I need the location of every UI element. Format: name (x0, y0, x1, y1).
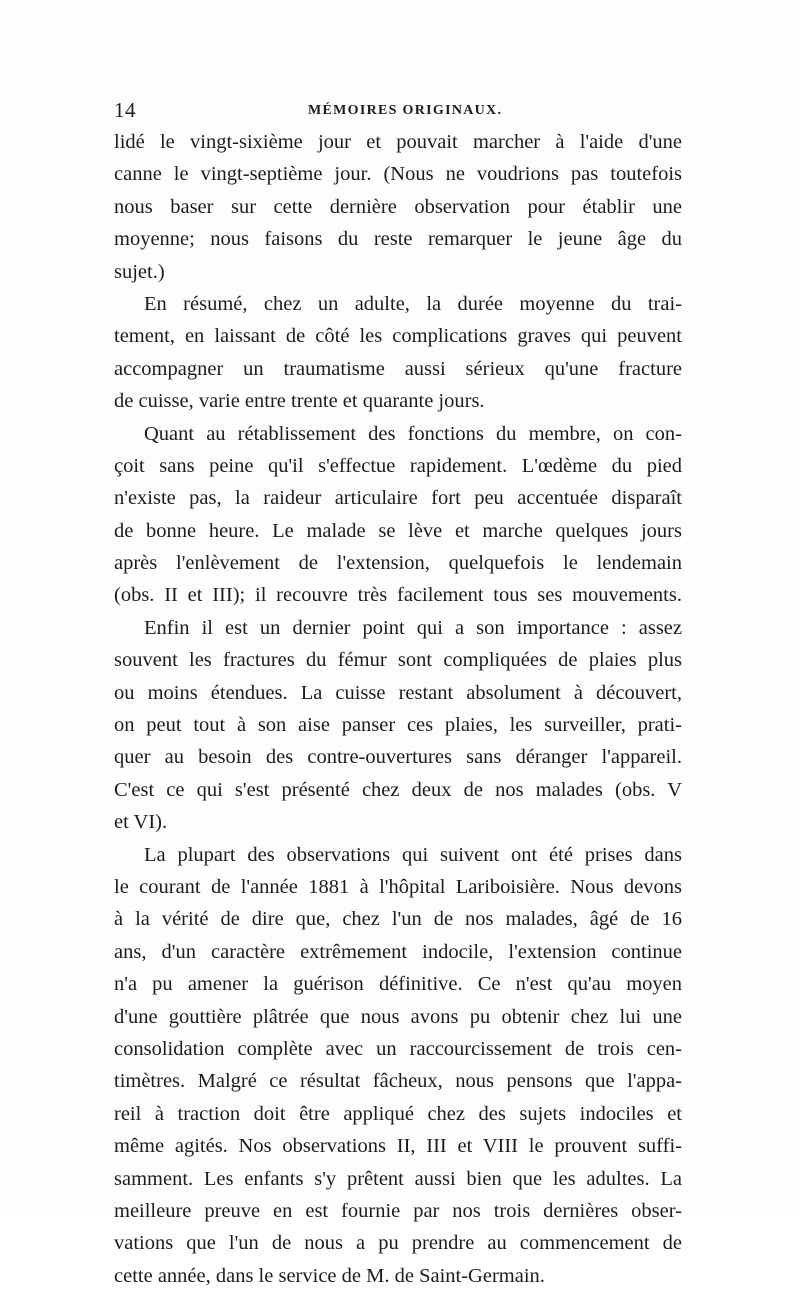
text-line: à la vérité de dire que, chez l'un de nos malades, âgé de 16 (114, 908, 682, 931)
text-line: çoit sans peine qu'il s'effectue rapidement. L'œdème du pied (114, 454, 682, 477)
text-line: ans, d'un caractère extrêmement indocile, l'extension continue (114, 940, 682, 963)
text-line: sujet.) (114, 260, 165, 283)
text-line: même agités. Nos observations II, III et VIII le prouvent suffi- (114, 1135, 682, 1158)
text-line: meilleure preuve en est fournie par nos trois dernières obser- (114, 1199, 682, 1222)
text-line: on peut tout à son aise panser ces plaies, les surveiller, prati- (114, 714, 682, 737)
text-line: le courant de l'année 1881 à l'hôpital Lariboisière. Nous devons (114, 875, 682, 898)
text-line: n'a pu amener la guérison définitive. Ce n'est qu'au moyen (114, 973, 682, 996)
text-line: nous baser sur cette dernière observation pour établir une (114, 195, 682, 218)
text-line: d'une gouttière plâtrée que nous avons pu obtenir chez lui une (114, 1005, 682, 1028)
text-line: n'existe pas, la raideur articulaire fort peu accentuée disparaît (114, 487, 682, 510)
text-line: cette année, dans le service de M. de Saint-Germain. (114, 1264, 545, 1287)
text-line: de bonne heure. Le malade se lève et marche quelques jours (114, 519, 682, 542)
running-head (114, 98, 682, 124)
text-line: (obs. II et III); il recouvre très facilement tous ses mouvements. (114, 584, 682, 607)
page-number: 14 (114, 98, 136, 122)
text-line: souvent les fractures du fémur sont compliquées de plaies plus (114, 649, 682, 672)
text-line: quer au besoin des contre-ouvertures sans déranger l'appareil. (114, 746, 682, 769)
text-line: et VI). (114, 811, 168, 834)
text-line: ou moins étendues. La cuisse restant absolument à découvert, (114, 681, 682, 704)
text-line: tement, en laissant de côté les complications graves qui peuvent (114, 325, 682, 348)
text-line: En résumé, chez un adulte, la durée moyenne du trai- (144, 292, 682, 315)
text-line: timètres. Malgré ce résultat fâcheux, nous pensons que l'appa- (114, 1070, 682, 1093)
body-text (114, 126, 682, 1292)
text-line: lidé le vingt-sixième jour et pouvait marcher à l'aide d'une (114, 131, 682, 153)
text-line: vations que l'un de nous a pu prendre au commencement de (114, 1232, 682, 1255)
text-line: samment. Les enfants s'y prêtent aussi bien que les adultes. La (114, 1167, 682, 1190)
text-line: après l'enlèvement de l'extension, quelquefois le lendemain (114, 552, 682, 575)
text-line: C'est ce qui s'est présenté chez deux de nos malades (obs. V (114, 778, 682, 801)
text-line: reil à traction doit être appliqué chez des sujets indociles et (114, 1102, 682, 1125)
text-line: Quant au rétablissement des fonctions du membre, on con- (144, 422, 682, 445)
text-line: consolidation complète avec un raccourcissement de trois cen- (114, 1037, 682, 1060)
text-line: accompagner un traumatisme aussi sérieux qu'une fracture (114, 357, 682, 380)
text-line: de cuisse, varie entre trente et quarante jours. (114, 390, 485, 413)
text-line: moyenne; nous faisons du reste remarquer le jeune âge du (114, 228, 682, 251)
section-title: MÉMOIRES ORIGINAUX. (308, 103, 503, 118)
text-line: Enfin il est un dernier point qui a son importance : assez (144, 616, 682, 639)
text-line: La plupart des observations qui suivent ont été prises dans (144, 843, 682, 866)
text-line: canne le vingt-septième jour. (Nous ne voudrions pas toutefois (114, 163, 682, 186)
